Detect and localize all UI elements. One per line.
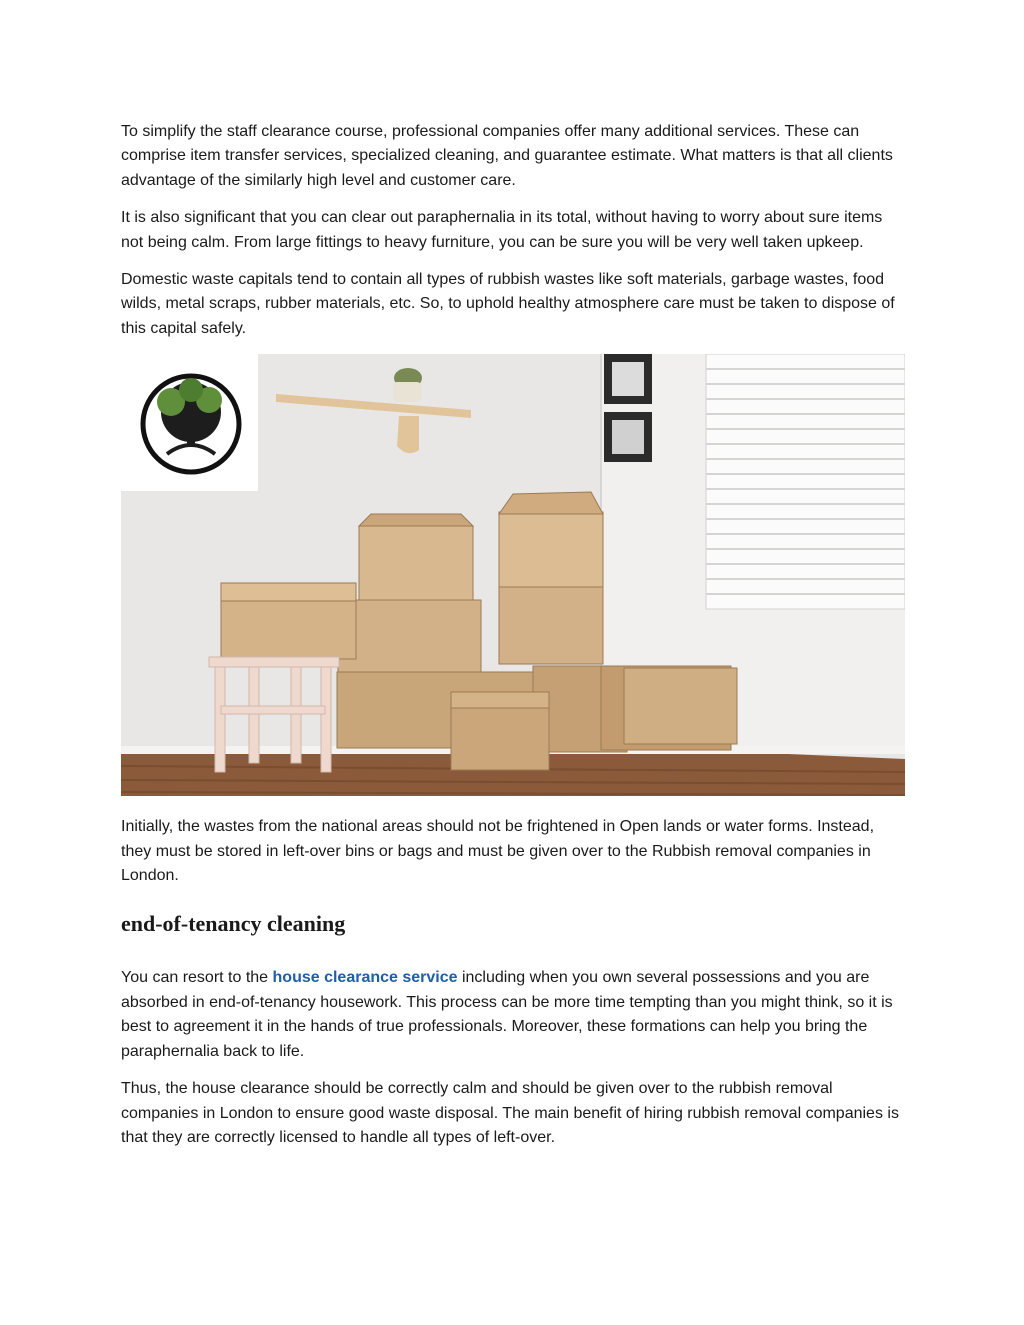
section-heading: end-of-tenancy cleaning [121,911,346,937]
paragraph-with-link [121,966,905,1064]
tree-logo-icon [121,354,258,491]
paragraph-after-image: Initially, the wastes from the national areas should not be frightened in Open lands or water forms. Instead, they must be stored in left-over bins or bags and must be given over to the Rubbish removal companies in London. [121,818,875,885]
boxes-photo [121,354,905,796]
paragraph-last: Thus, the house clearance should be correctly calm and should be given over to the rubbish removal companies in London to ensure good waste disposal. The main benefit of hiring rubbish removal companies is that they are correctly licensed to handle all types of left-over. [121,1080,899,1146]
link-suffix-text: including when you own several possessions and you are absorbed in end-of-tenancy housework. This process can be more time tempting than you might think, so it is best to agreement it in the hands of true professionals. Moreover, these formations can help you bring the paraphernalia back to life. [121,969,893,1060]
paragraph-3: Domestic waste capitals tend to contain all types of rubbish wastes like soft materials, garbage wastes, food wilds, metal scraps, rubber materials, etc. So, to uphold healthy atmosphere care must be taken to dispose of this capital safely. [121,271,895,337]
house-clearance-service-link[interactable]: house clearance service [272,969,458,987]
paragraph-1: To simplify the staff clearance course, professional companies offer many additional services. These can comprise item transfer services, specialized cleaning, and guarantee estimate. What matters is that all clients advantage of the similarly high level and customer care. [121,123,893,189]
link-prefix-text: You can resort to the [121,969,273,987]
company-logo [121,354,258,491]
paragraph-2: It is also significant that you can clear out paraphernalia in its total, without having to worry about sure items not being calm. From large fittings to heavy furniture, you can be sure you will be very well taken upkeep. [121,209,883,251]
document-body [121,120,905,1163]
